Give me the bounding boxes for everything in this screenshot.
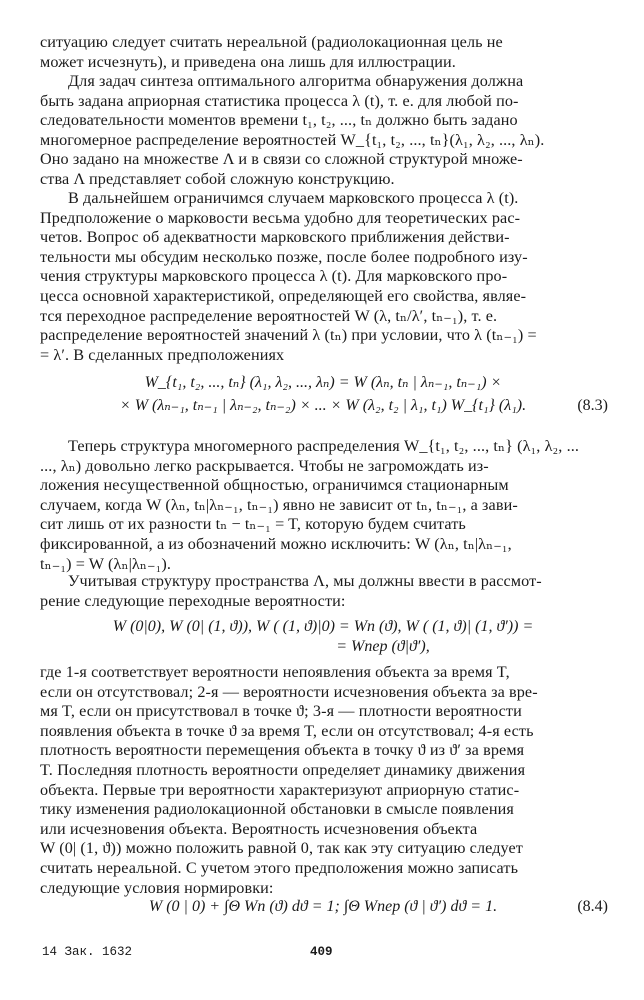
equation-number-8-3: (8.3)	[577, 397, 608, 414]
text-line: рение следующие переходные вероятности:	[40, 591, 346, 610]
text-line: Предположение о марковости весьма удобно для теоретических рас-	[40, 208, 521, 227]
text-line: может исчезнуть), и приведена она лишь для иллюстрации.	[40, 52, 456, 71]
text-line: ситуацию следует считать нереальной (радиолокационная цель не	[40, 33, 503, 51]
text-line: распределение вероятностей значений λ (tₙ) при условии, что λ (tₙ₋₁) =	[40, 326, 537, 345]
text-line: тику изменения радиолокационной обстановки в смысле появления	[40, 800, 514, 819]
paragraph-4	[40, 437, 606, 574]
text-line: многомерное распределение вероятностей W_{t₁, t₂, ..., tₙ}(λ₁, λ₂, ..., λₙ).	[40, 130, 545, 149]
text-line: В дальнейшем ограничимся случаем марковского процесса λ (t).	[68, 189, 519, 207]
text-line: W (0| (1, ϑ)) можно положить равной 0, так как эту ситуацию следует	[40, 839, 523, 858]
text-line: Оно задано на множестве Λ и в связи со сложной структурой множе-	[40, 150, 523, 169]
paragraph-2	[40, 72, 606, 190]
equation-8-4: W (0 | 0) + ∫Θ Wп (ϑ) dϑ = 1; ∫Θ Wпер (ϑ | ϑ′) dϑ = 1.	[148, 898, 498, 915]
page-number: 409	[310, 945, 333, 959]
text-line: объекта. Первые три вероятности характеризуют априорную статис-	[40, 780, 520, 799]
equation-8-3-line-2: × W (λₙ₋₁, tₙ₋₁ | λₙ₋₂, tₙ₋₂) × ... × W (λ₂, t₂ | λ₁, t₁) W_{t₁} (λ₁).	[119, 397, 527, 414]
text-line: T. Последняя плотность вероятности определяет динамику движения	[40, 760, 526, 779]
printer-signature: 14 Зак. 1632	[42, 945, 133, 959]
paragraph-6	[40, 663, 606, 898]
text-line: если он отсутствовал; 2-я — вероятности исчезновения объекта за вре-	[40, 682, 538, 701]
text-line: чения структуры марковского процесса λ (t). Для марковского про-	[40, 267, 508, 286]
text-line: Учитывая структуру пространства Λ, мы должны ввести в рассмот-	[68, 572, 542, 590]
text-line: ..., λₙ) довольно легко раскрывается. Чтобы не загромождать из-	[40, 456, 489, 475]
text-line: где 1-я соответствует вероятности непоявления объекта за время T,	[40, 663, 510, 681]
text-line: быть задана априорная статистика процесса λ (t), т. е. для любой по-	[40, 91, 519, 110]
text-line: фиксированной, а из обозначений можно исключить: W (λₙ, tₙ|λₙ₋₁,	[40, 534, 512, 553]
text-line: тся переходное распределение вероятностей W (λ, tₙ/λ′, tₙ₋₁), т. е.	[40, 306, 498, 325]
text-line: появления объекта в точке ϑ за время T, если он отсутствовал; 4-я есть	[40, 721, 534, 740]
text-line: мя T, если он присутствовал в точке ϑ; 3-я — плотности вероятности	[40, 702, 522, 721]
text-line: следующие условия нормировки:	[40, 878, 274, 897]
text-line: Теперь структура многомерного распределения W_{t₁, t₂, ..., tₙ} (λ₁, λ₂, ...	[68, 437, 580, 455]
text-line: четов. Вопрос об адекватности марковского приближения действи-	[40, 228, 510, 247]
text-line: ложения несущественной общностью, ограничимся стационарным	[40, 476, 509, 495]
paragraph-3	[40, 189, 606, 365]
text-line: следовательности моментов времени t₁, t₂, ..., tₙ должно быть задано	[40, 111, 518, 130]
paragraph-1	[40, 33, 606, 72]
equation-8-3-line-1: W_{t₁, t₂, ..., tₙ} (λ₁, λ₂, ..., λₙ) = W (λₙ, tₙ | λₙ₋₁, tₙ₋₁) ×	[144, 374, 502, 391]
text-line: цесса основной характеристикой, определяющей его свойства, являе-	[40, 286, 527, 305]
text-line: плотность вероятности перемещения объекта в точку ϑ из ϑ′ за время	[40, 741, 525, 760]
text-line: случаем, когда W (λₙ, tₙ|λₙ₋₁, tₙ₋₁) явно не зависит от tₙ, tₙ₋₁, а зави-	[40, 495, 518, 514]
paragraph-5	[40, 572, 606, 611]
text-line: сит лишь от их разности tₙ − tₙ₋₁ = T, которую будем считать	[40, 515, 466, 534]
transition-probabilities-line-1: W (0|0), W (0| (1, ϑ)), W ( (1, ϑ)|0) = Wп (ϑ), W ( (1, ϑ)| (1, ϑ′)) =	[112, 618, 534, 635]
text-line: Для задач синтеза оптимального алгоритма обнаружения должна	[68, 72, 524, 90]
text-line: тельности мы обсудим несколько позже, после более подробного изу-	[40, 247, 528, 266]
equation-number-8-4: (8.4)	[577, 898, 608, 915]
text-line: ства Λ представляет собой сложную конструкцию.	[40, 169, 395, 188]
text-line: = λ′. В сделанных предположениях	[40, 345, 285, 364]
transition-probabilities-line-2: = Wпер (ϑ|ϑ′),	[336, 638, 430, 655]
text-line: или исчезновения объекта. Вероятность исчезновения объекта	[40, 819, 478, 838]
text-line: tₙ₋₁) = W (λₙ|λₙ₋₁).	[40, 554, 172, 573]
text-line: считать нереальной. С учетом этого предположения можно записать	[40, 858, 519, 877]
